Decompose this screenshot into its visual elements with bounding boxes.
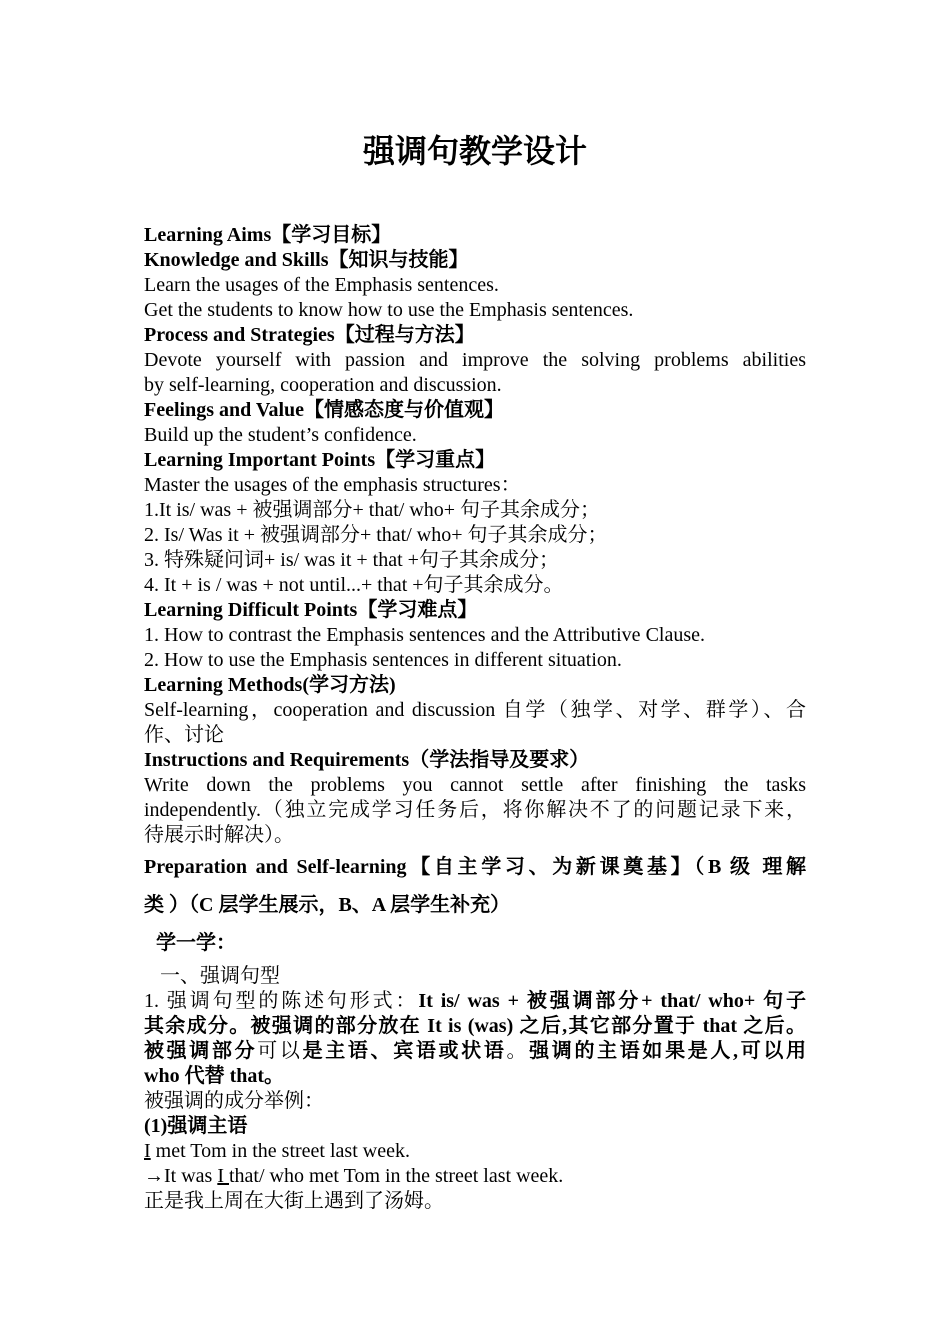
- paragraph: Self-learning，cooperation and discussion 自学（独学、对学、群学）、合: [144, 699, 806, 721]
- heading-difficult-points: Learning Difficult Points【学习难点】: [144, 599, 478, 621]
- underlined-text: I: [144, 1140, 151, 1162]
- paragraph: [144, 989, 806, 1014]
- example-sentence: [144, 1139, 806, 1164]
- paragraph: Write down the problems you cannot settle after finishing the tasks: [144, 774, 806, 796]
- paragraph: [144, 1039, 806, 1064]
- heading-feelings-value: Feelings and Value【情感态度与价值观】: [144, 399, 505, 421]
- bold-text: 强调的主语如果是人,可以用: [529, 1040, 807, 1062]
- text: 。: [506, 1040, 530, 1062]
- paragraph: Learn the usages of the Emphasis sentences.: [144, 274, 499, 296]
- bold-text: It is/ was + 被强调部分+ that/ who+ 句子: [418, 990, 806, 1012]
- heading-learning-aims: Learning Aims【学习目标】: [144, 224, 392, 246]
- paragraph: Get the students to know how to use the Emphasis sentences.: [144, 299, 634, 321]
- list-item: 2. How to use the Emphasis sentences in different situation.: [144, 649, 622, 671]
- paragraph: who 代替 that。: [144, 1065, 285, 1087]
- underlined-text: I: [217, 1165, 229, 1187]
- paragraph: Build up the student’s confidence.: [144, 424, 417, 446]
- paragraph: 被强调的成分举例：: [144, 1090, 324, 1112]
- text: →It was: [144, 1165, 218, 1187]
- text: met Tom in the street last week.: [150, 1140, 410, 1162]
- bold-text: 被强调部分: [144, 1040, 258, 1062]
- list-item: 1.It is/ was + 被强调部分+ that/ who+ 句子其余成分；: [144, 499, 601, 521]
- paragraph: 其余成分。被强调的部分放在 It is (was) 之后,其它部分置于 that 之后。: [144, 1015, 806, 1037]
- heading-instructions: Instructions and Requirements（学法指导及要求）: [144, 749, 590, 771]
- heading-preparation: Preparation and Self-learning【自主学习、为新课奠基】（B 级 理解: [144, 856, 806, 878]
- example-sentence: [144, 1164, 806, 1189]
- bold-text: 是主语、宾语或状语: [302, 1040, 507, 1062]
- page-title: 强调句教学设计: [362, 133, 587, 169]
- paragraph: 待展示时解决）。: [144, 824, 294, 846]
- text: that/ who met Tom in the street last week.: [229, 1165, 564, 1187]
- text: 可以: [257, 1040, 303, 1062]
- example-heading: (1)强调主语: [144, 1115, 248, 1137]
- paragraph: by self-learning, cooperation and discussion.: [144, 374, 502, 396]
- list-item: 2. Is/ Was it + 被强调部分+ that/ who+ 句子其余成分；: [144, 524, 608, 546]
- heading-preparation-cont: 类 ）（C 层学生展示，B、A 层学生补充）: [144, 894, 511, 916]
- list-item: 3. 特殊疑问词+ is/ was it + that +句子其余成分；: [144, 549, 559, 571]
- document-body: [144, 223, 806, 1214]
- list-item: 4. It + is / was + not until...+ that +句子其余成分。: [144, 574, 564, 596]
- paragraph: Master the usages of the emphasis structures：: [144, 474, 521, 496]
- heading-process-strategies: Process and Strategies【过程与方法】: [144, 324, 475, 346]
- heading-knowledge-skills: Knowledge and Skills【知识与技能】: [144, 249, 469, 271]
- list-item: 1. How to contrast the Emphasis sentences and the Attributive Clause.: [144, 624, 705, 646]
- section-heading: 一、强调句型: [160, 965, 280, 987]
- text: 1. 强调句型的陈述句形式：: [144, 990, 419, 1012]
- paragraph: Devote yourself with passion and improve the solving problems abilities: [144, 349, 806, 371]
- heading-learn: 学一学：: [156, 932, 236, 954]
- paragraph: independently.（独立完成学习任务后，将你解决不了的问题记录下来，: [144, 799, 806, 821]
- heading-learning-methods: Learning Methods(学习方法): [144, 674, 396, 696]
- heading-important-points: Learning Important Points【学习重点】: [144, 449, 496, 471]
- paragraph: 作、讨论: [144, 724, 224, 746]
- example-translation: 正是我上周在大街上遇到了汤姆。: [144, 1190, 444, 1212]
